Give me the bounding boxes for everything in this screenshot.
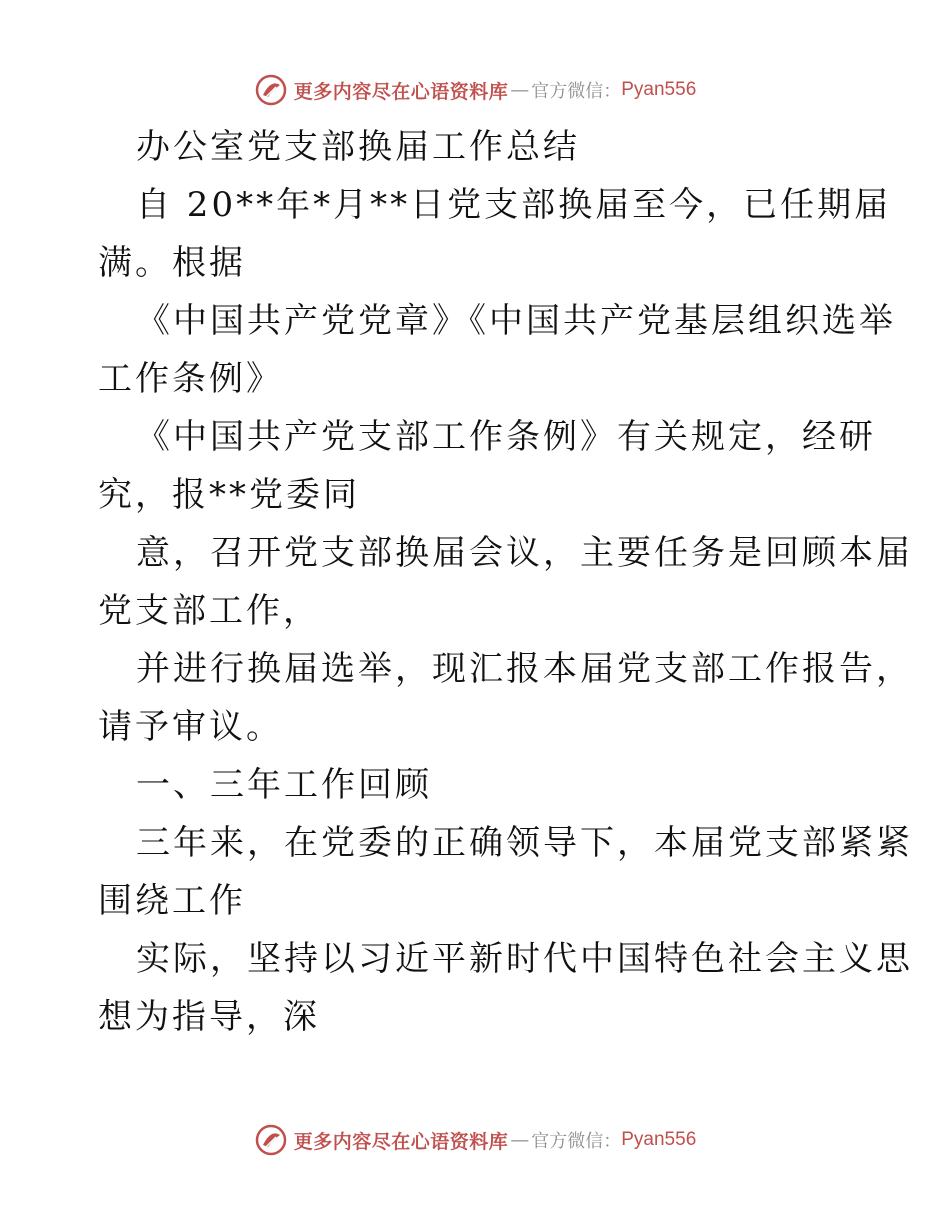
paragraph-line: 实际，坚持以习近平新时代中国特色社会主义思 xyxy=(136,939,913,979)
paragraph-line: 党支部工作， xyxy=(98,591,320,631)
watermark-main-text: 更多内容尽在心语资料库 xyxy=(293,1130,509,1153)
paragraph-line: 请予审议。 xyxy=(98,707,283,747)
paragraph-line: 三年来，在党委的正确领导下，本届党支部紧紧 xyxy=(136,823,913,863)
brand-logo-icon xyxy=(254,1123,288,1157)
paragraph-line: 意，召开党支部换届会议，主要任务是回顾本届 xyxy=(136,533,913,573)
document-body xyxy=(98,118,913,1046)
paragraph-line: 《中国共产党支部工作条例》有关规定，经研 xyxy=(136,417,876,457)
paragraph-line: 究，报**党委同 xyxy=(98,475,360,515)
paragraph-line: 自 20**年*月**日党支部换届至今，已任期届 xyxy=(136,185,892,225)
paragraph-line: 想为指导，深 xyxy=(98,997,320,1037)
watermark-wechat-id: Pyan556 xyxy=(621,79,697,100)
watermark-banner-bottom xyxy=(0,1120,950,1160)
paragraph-line: 工作条例》 xyxy=(98,359,283,399)
watermark-wechat-id: Pyan556 xyxy=(621,1129,697,1150)
brand-logo-icon xyxy=(254,73,288,107)
watermark-separator: — xyxy=(510,1129,530,1151)
paragraph-line: 《中国共产党党章》《中国共产党基层组织选举 xyxy=(136,301,896,341)
watermark-banner-top xyxy=(0,70,950,110)
paragraph-line: 并进行换届选举，现汇报本届党支部工作报告， xyxy=(136,649,913,689)
document-title: 办公室党支部换届工作总结 xyxy=(136,127,580,167)
watermark-separator: — xyxy=(510,79,530,101)
paragraph-line: 满。根据 xyxy=(98,243,246,283)
watermark-wechat-label: 官方微信： xyxy=(531,81,622,102)
paragraph-line: 围绕工作 xyxy=(98,881,246,921)
section-heading: 一、三年工作回顾 xyxy=(136,765,432,805)
watermark-main-text: 更多内容尽在心语资料库 xyxy=(293,80,509,103)
watermark-wechat-label: 官方微信： xyxy=(531,1131,622,1152)
